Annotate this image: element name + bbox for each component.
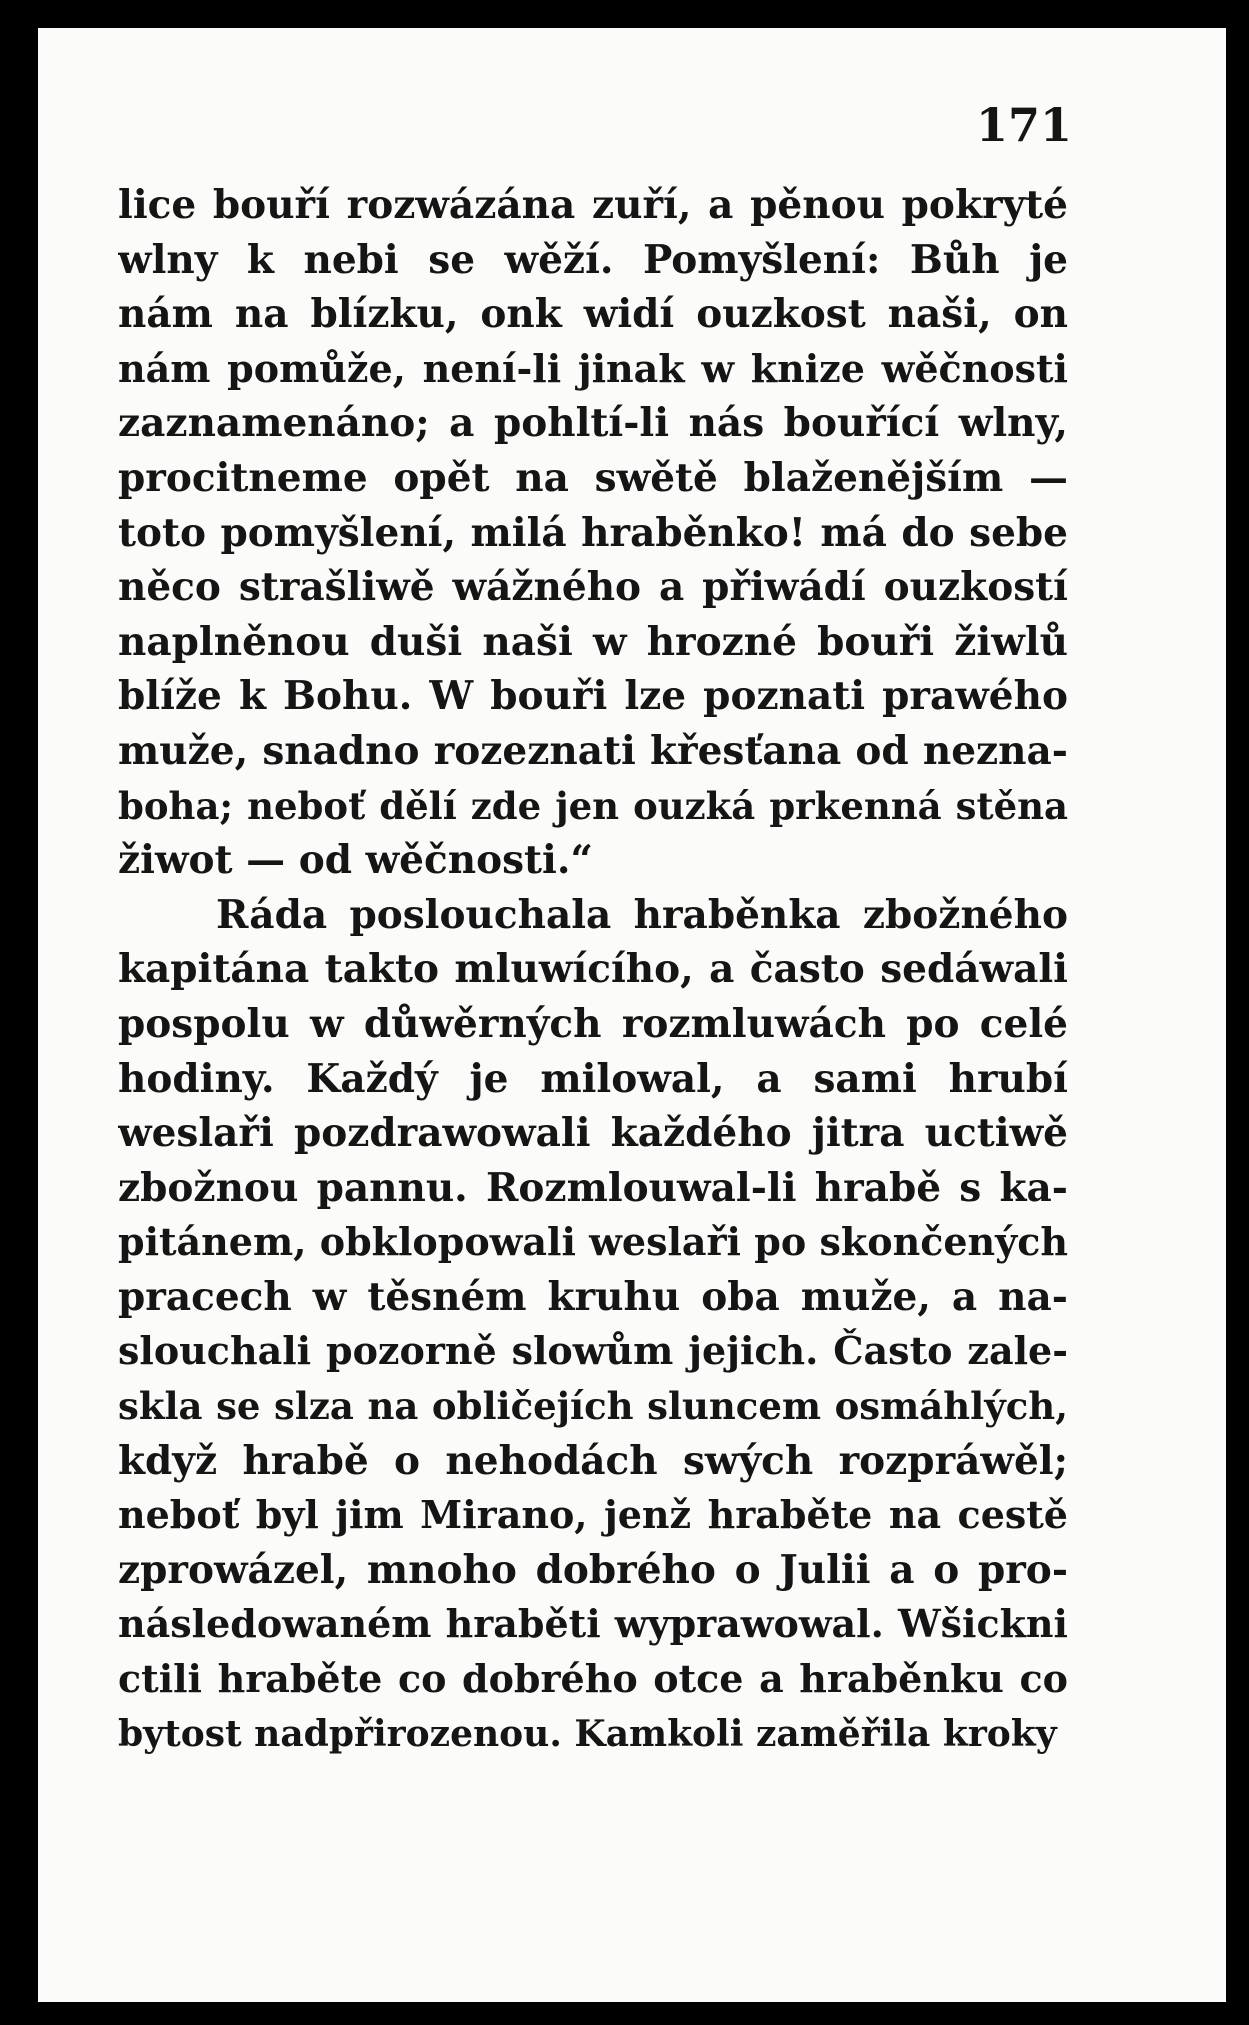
text-line: nám na blízku, onk widí ouzkost naši, on bbox=[118, 291, 1068, 338]
text-line: bytost nadpřirozenou. Kamkoli zaměřila kroky bbox=[118, 1712, 1057, 1755]
text-line: zprowázel, mnoho dobrého o Julii a o pro- bbox=[118, 1546, 1068, 1593]
text-line: pracech w těsném kruhu oba muže, a na- bbox=[118, 1273, 1068, 1320]
text-line: zaznamenáno; a pohltí-li nás bouřící wlny, bbox=[118, 400, 1068, 447]
text-line: slouchali pozorně slowům jejich. Často zale- bbox=[118, 1328, 1068, 1374]
text-line: neboť byl jim Mirano, jenž hraběte na cestě bbox=[118, 1492, 1068, 1538]
body-text bbox=[118, 178, 1068, 1761]
paragraph-start-line: Ráda poslouchala hraběnka zbožného bbox=[216, 891, 1068, 938]
text-line: následowaném hraběti wyprawowal. Wšickni bbox=[118, 1601, 1068, 1647]
page-number: 171 bbox=[976, 98, 1073, 152]
text-line: wlny k nebi se wěží. Pomyšlení: Bůh je bbox=[118, 236, 1068, 283]
page-edge bbox=[1204, 28, 1218, 2002]
text-line: toto pomyšlení, milá hraběnko! má do sebe bbox=[118, 509, 1068, 556]
text-line: lice bouří rozwázána zuří, a pěnou pokryté bbox=[118, 182, 1068, 228]
text-line: skla se slza na obličejích sluncem osmáhlých, bbox=[118, 1384, 1068, 1429]
text-line: nám pomůže, není-li jinak w knize wěčnosti bbox=[118, 345, 1068, 391]
text-line: muže, snadno rozeznati křesťana od nezna- bbox=[118, 727, 1068, 774]
text-line: ctili hraběte co dobrého otce a hraběnku co bbox=[118, 1656, 1068, 1702]
text-line: žiwot — od wěčnosti.“ bbox=[118, 837, 593, 884]
text-line: když hrabě o nehodách swých rozpráwěl; bbox=[118, 1437, 1068, 1484]
text-line: hodiny. Každý je milowal, a sami hrubí bbox=[118, 1055, 1068, 1102]
book-page bbox=[38, 28, 1226, 2002]
text-line: weslaři pozdrawowali každého jitra uctiwě bbox=[118, 1110, 1068, 1157]
text-line: boha; neboť dělí zde jen ouzká prkenná stěna bbox=[118, 783, 1068, 828]
text-line: pospolu w důwěrných rozmluwách po celé bbox=[118, 1000, 1068, 1047]
text-line: něco strašliwě wážného a přiwádí ouzkostí bbox=[118, 564, 1068, 611]
text-line: naplněnou duši naši w hrozné bouři žiwlů bbox=[118, 618, 1068, 665]
text-line: blíže k Bohu. W bouři lze poznati prawého bbox=[118, 673, 1068, 720]
text-line: kapitána takto mluwícího, a často sedáwali bbox=[118, 946, 1068, 993]
text-line: zbožnou pannu. Rozmlouwal-li hrabě s ka- bbox=[118, 1164, 1068, 1211]
text-line: procitneme opět na swětě blaženějším — bbox=[118, 454, 1068, 501]
text-line: pitánem, obklopowali weslaři po skončených bbox=[118, 1219, 1068, 1265]
